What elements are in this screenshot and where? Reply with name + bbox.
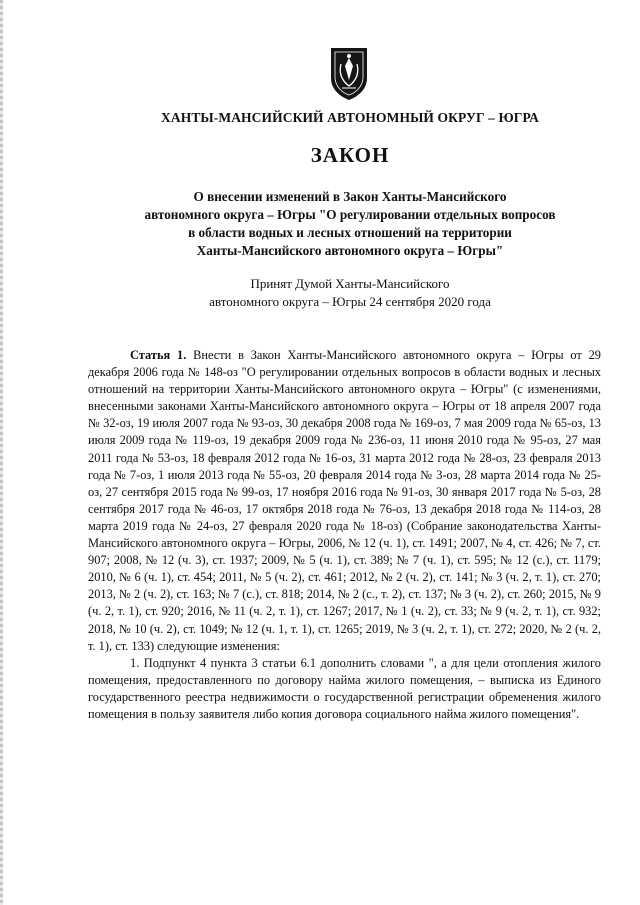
- scan-edge: [0, 0, 3, 905]
- subtitle-line: в области водных и лесных отношений на территории: [188, 225, 512, 240]
- coat-of-arms-icon: [327, 44, 371, 102]
- region-title: ХАНТЫ-МАНСИЙСКИЙ АВТОНОМНЫЙ ОКРУГ – ЮГРА: [161, 110, 539, 125]
- law-body: [88, 347, 601, 723]
- adoption-note: [0, 275, 640, 311]
- adoption-line: Принят Думой Ханты-Мансийского: [250, 276, 450, 291]
- article-1-item-1: 1. Подпункт 4 пункта 3 статьи 6.1 дополнить словами ", а для цели отопления жилого помещения, предоставленного по договору найма жилого помещения, – выписка из Единого государственного реестра недвижимости о государственной регистрации обременения жилого помещения в пользу заявителя либо копия договора социального найма жилого помещения".: [88, 655, 601, 721]
- article-1-paragraph: [88, 347, 601, 655]
- subtitle-line: О внесении изменений в Закон Ханты-Мансийского: [193, 189, 507, 204]
- document-type-title: ЗАКОН: [310, 143, 390, 167]
- law-subtitle: [0, 188, 640, 260]
- subtitle-line: автономного округа – Югры "О регулировании отдельных вопросов: [144, 207, 556, 222]
- article-1-label: Статья 1.: [130, 348, 187, 362]
- article-1-text: Внести в Закон Ханты-Мансийского автономного округа – Югры от 29 декабря 2006 года № 148-оз "О регулировании отдельных вопросов в области водных и лесных отношений на территории Ханты-Мансийского автономного округа – Югры" (с изменениями, внесенными законами Ханты-Мансийского автономного округа – Югры от 18 апреля 2007 года № 32-оз, 19 июля 2007 года № 93-оз, 30 декабря 2008 года № 169-оз, 7 мая 2009 года № 65-оз, 13 июля 2009 года № 119-оз, 19 декабря 2009 года № 236-оз, 11 июня 2010 года № 95-оз, 27 мая 2011 года № 53-оз, 18 февраля 2012 года № 16-оз, 31 марта 2012 года № 28-оз, 23 февраля 2013 года № 7-оз, 1 июля 2013 года № 55-оз, 20 февраля 2014 года № 3-оз, 28 марта 2014 года № 25-оз, 27 сентября 2015 года № 99-оз, 17 ноября 2016 года № 91-оз, 30 января 2017 года № 5-оз, 28 сентября 2017 года № 46-оз, 17 октября 2018 года № 76-оз, 13 декабря 2018 года № 114-оз, 28 марта 2019 года № 24-оз, 27 февраля 2020 года № 18-оз) (Собрание законодательства Ханты-Мансийского автономного округа – Югры, 2006, № 12 (ч. 1), ст. 1491; 2007, № 4, ст. 426; № 7, ст. 907; 2008, № 12 (ч. 3), ст. 1937; 2009, № 5 (ч. 1), ст. 389; № 7 (ч. 1), ст. 595; № 12 (с.), ст. 1179; 2010, № 6 (ч. 1), ст. 454; 2011, № 5 (ч. 2), ст. 461; 2012, № 2 (ч. 2), ст. 141; № 3 (ч. 2, т. 1), ст. 270; 2013, № 2 (ч. 2), ст. 163; № 7 (с.), ст. 818; 2014, № 2 (с., т. 2), ст. 137; № 3 (ч. 2), ст. 260; 2015, № 9 (ч. 2, т. 1), ст. 920; 2016, № 11 (ч. 2, т. 1), ст. 1267; 2017, № 1 (ч. 2), ст. 33; № 9 (ч. 2, т. 1), ст. 932; 2018, № 10 (ч. 2), ст. 1049; № 12 (ч. 1, т. 1), ст. 1265; 2019, № 3 (ч. 2, т. 1), ст. 272; 2020, № 2 (ч. 2, т. 1), ст. 133) следующие изменения:: [88, 348, 601, 653]
- subtitle-line: Ханты-Мансийского автономного округа – Югры": [196, 243, 504, 258]
- adoption-line: автономного округа – Югры 24 сентября 2020 года: [209, 294, 491, 309]
